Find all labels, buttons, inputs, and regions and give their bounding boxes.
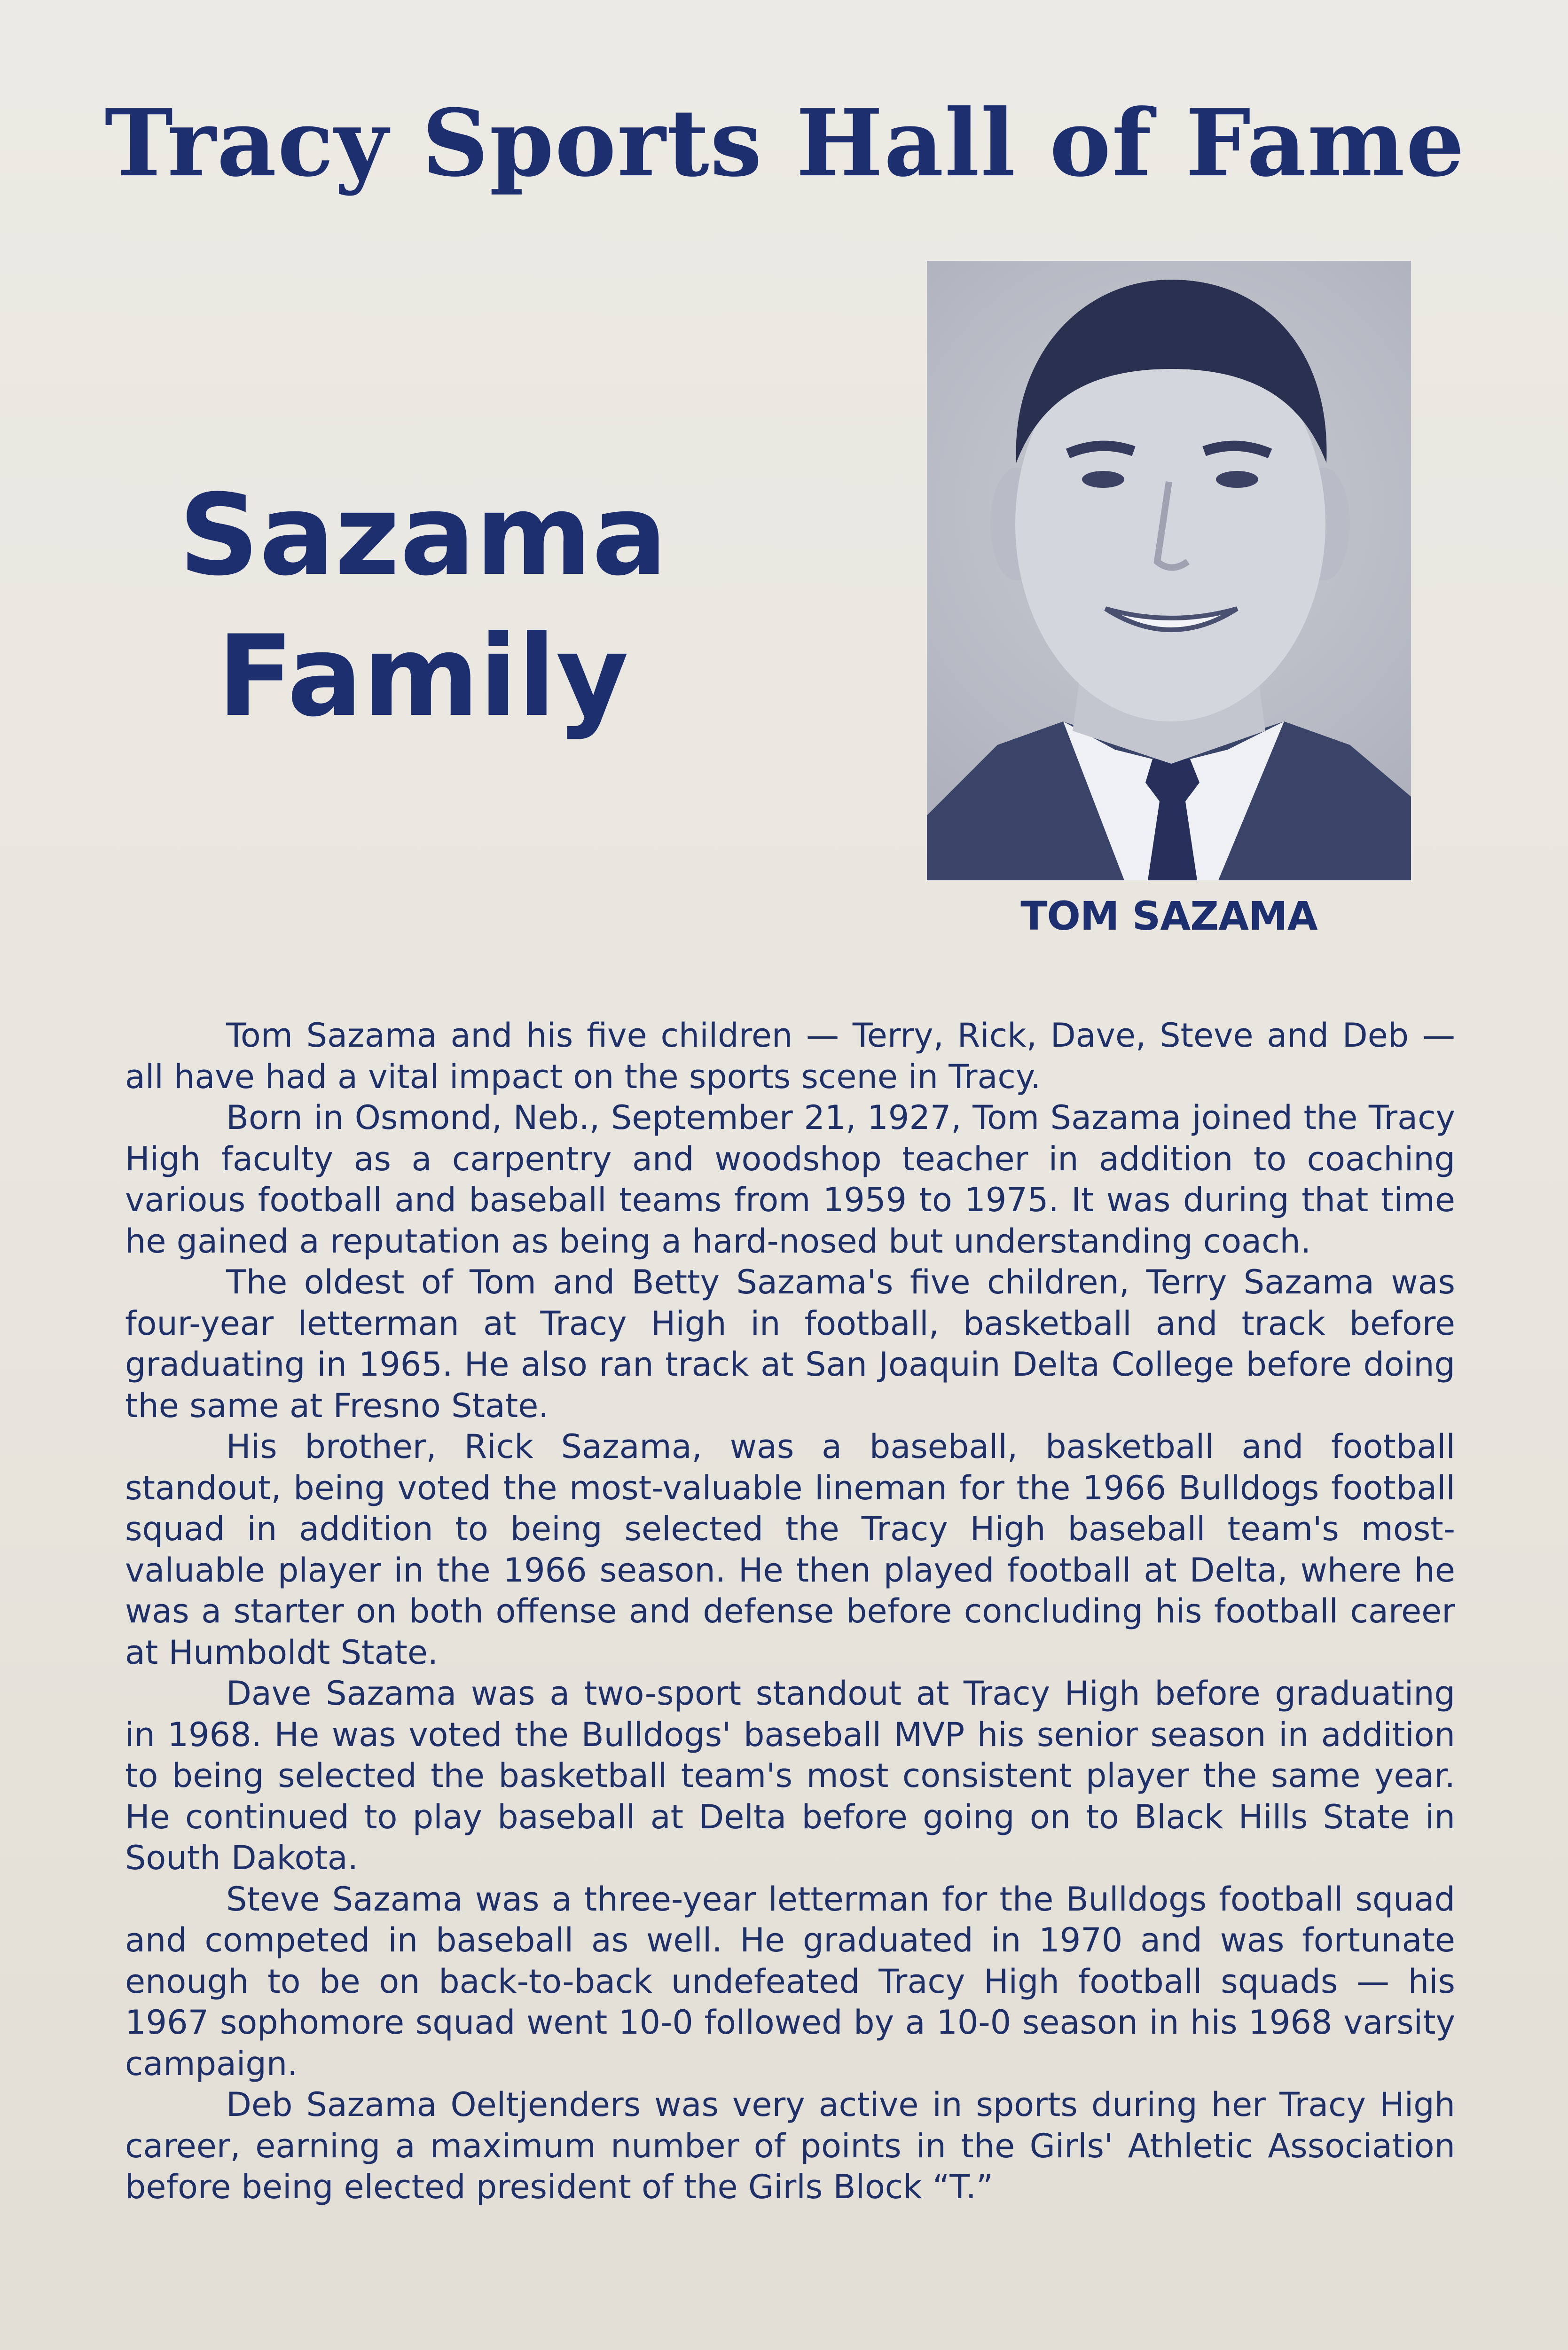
biography-paragraph: Deb Sazama Oeltjenders was very active in sports during her Tracy High career, earning a maximum number of points in the Girls' Athletic Association before being elected president of the Girls Block “T.” <box>125 2085 1455 2206</box>
biography-paragraph: The oldest of Tom and Betty Sazama's five children, Terry Sazama was four-year letterman at Tracy High in football, basketball and track before graduating in 1965. He also ran track at San Joaquin Delta College before doing the same at Fresno State. <box>125 1263 1455 1425</box>
inductee-name-line1: Sazama <box>179 470 667 601</box>
page-title: Tracy Sports Hall of Fame <box>104 89 1466 197</box>
biography-paragraph: Steve Sazama was a three-year letterman for the Bulldogs football squad and competed in baseball as well. He graduated in 1970 and was fortunate enough to be on back-to-back undefeated Tracy High football squads — his 1967 sophomore squad went 10-0 followed by a 10-0 season in his 1968 varsity campaign. <box>125 1880 1455 2083</box>
inductee-name-line2: Family <box>217 611 629 742</box>
biography-paragraph: Born in Osmond, Neb., September 21, 1927, Tom Sazama joined the Tracy High faculty as a carpentry and woodshop teacher in addition to coaching various football and baseball teams from 1959 to 1975. It was during that time he gained a reputation as being a hard-nosed but understanding coach. <box>125 1098 1455 1261</box>
biography-paragraph: Tom Sazama and his five children — Terry, Rick, Dave, Steve and Deb — all have had a vital impact on the sports scene in Tracy. <box>125 1016 1455 1096</box>
portrait-photo <box>927 261 1411 880</box>
biography-text <box>125 1015 1455 2208</box>
photo-caption: TOM SAZAMA <box>1020 893 1317 939</box>
biography-paragraph: Dave Sazama was a two-sport standout at Tracy High before graduating in 1968. He was voted the Bulldogs' baseball MVP his senior season in addition to being selected the basketball team's most consistent player the same year. He continued to play baseball at Delta before going on to Black Hills State in South Dakota. <box>125 1674 1455 1877</box>
portrait-illustration <box>927 261 1411 880</box>
inductee-name <box>141 465 705 747</box>
biography-paragraph: His brother, Rick Sazama, was a baseball, basketball and football standout, being voted the most-valuable lineman for the 1966 Bulldogs football squad in addition to being selected the Tracy High baseball team's most-valuable player in the 1966 season. He then played football at Delta, where he was a starter on both offense and defense before concluding his football career at Humboldt State. <box>125 1427 1455 1672</box>
